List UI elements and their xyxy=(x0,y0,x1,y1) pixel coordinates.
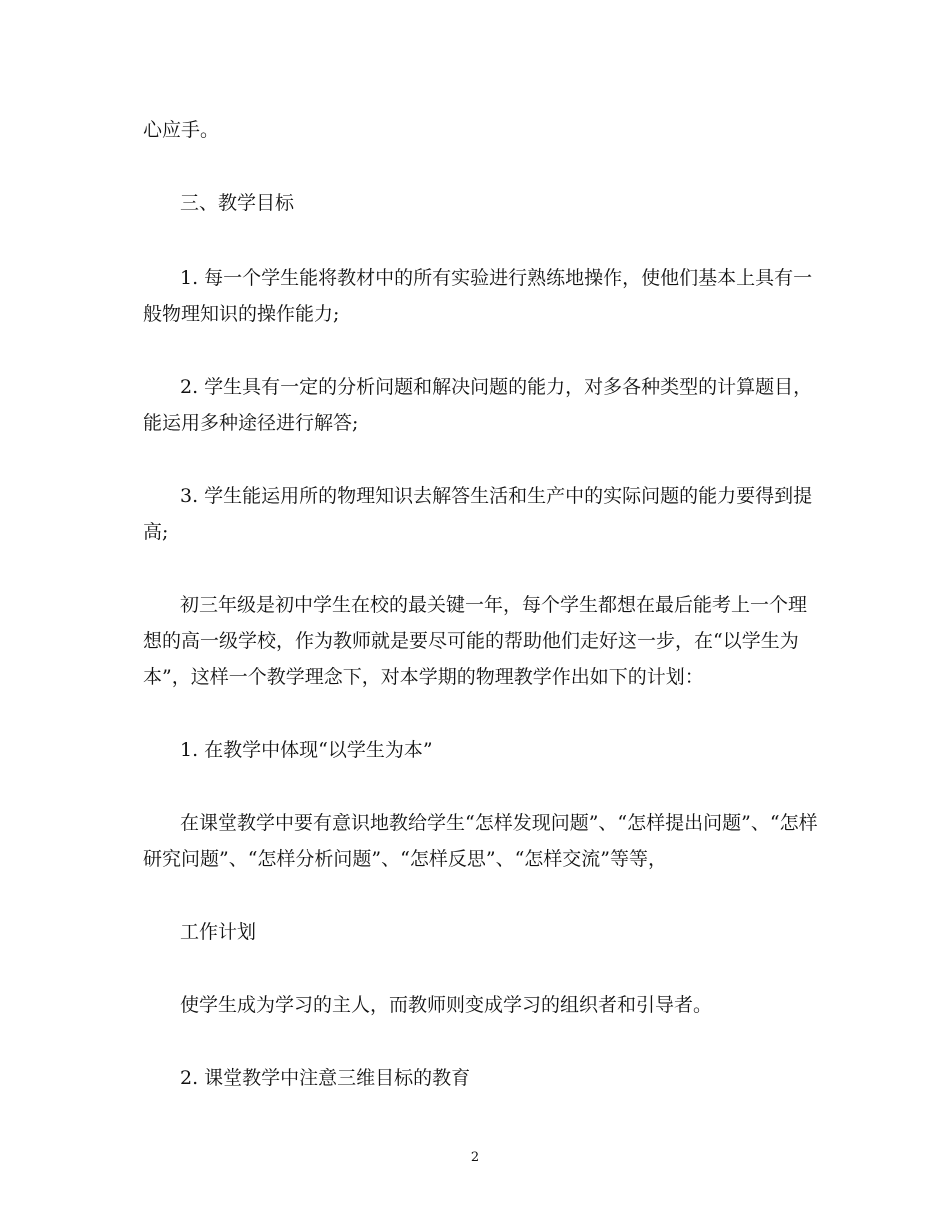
list-item-line: 般物理知识的操作能力; xyxy=(143,303,340,325)
list-item-line: 高; xyxy=(143,521,169,543)
paragraph-line: 使学生成为学习的主人，而教师则变成学习的组织者和引导者。 xyxy=(180,994,713,1016)
section-heading: 三、教学目标 xyxy=(180,192,295,214)
paragraph-line: 想的高一级学校，作为教师就是要尽可能的帮助他们走好这一步，在“以学生为 xyxy=(143,630,799,652)
paragraph-line: 工作计划 xyxy=(180,921,257,943)
list-item-line: 2. 课堂教学中注意三维目标的教育 xyxy=(180,1067,471,1089)
page-number: 2 xyxy=(470,1150,480,1165)
paragraph-line: 本”，这样一个教学理念下，对本学期的物理教学作出如下的计划： xyxy=(143,666,704,688)
paragraph-line: 心应手。 xyxy=(143,119,220,141)
paragraph-line: 研究问题”、“怎样分析问题”、“怎样反思”、“怎样交流”等等， xyxy=(143,848,667,870)
paragraph-line: 在课堂教学中要有意识地教给学生“怎样发现问题”、“怎样提出问题”、“怎样 xyxy=(180,812,818,834)
list-item-line: 2. 学生具有一定的分析问题和解决问题的能力，对多各种类型的计算题目， xyxy=(180,376,813,398)
list-item-line: 3. 学生能运用所的物理知识去解答生活和生产中的实际问题的能力要得到提 xyxy=(180,485,813,507)
list-item-line: 能运用多种途径进行解答; xyxy=(143,412,359,434)
list-item-line: 1. 在教学中体现“以学生为本” xyxy=(180,739,433,761)
paragraph-line: 初三年级是初中学生在校的最关键一年，每个学生都想在最后能考上一个理 xyxy=(180,594,808,616)
list-item-line: 1. 每一个学生能将教材中的所有实验进行熟练地操作，使他们基本上具有一 xyxy=(180,267,813,289)
